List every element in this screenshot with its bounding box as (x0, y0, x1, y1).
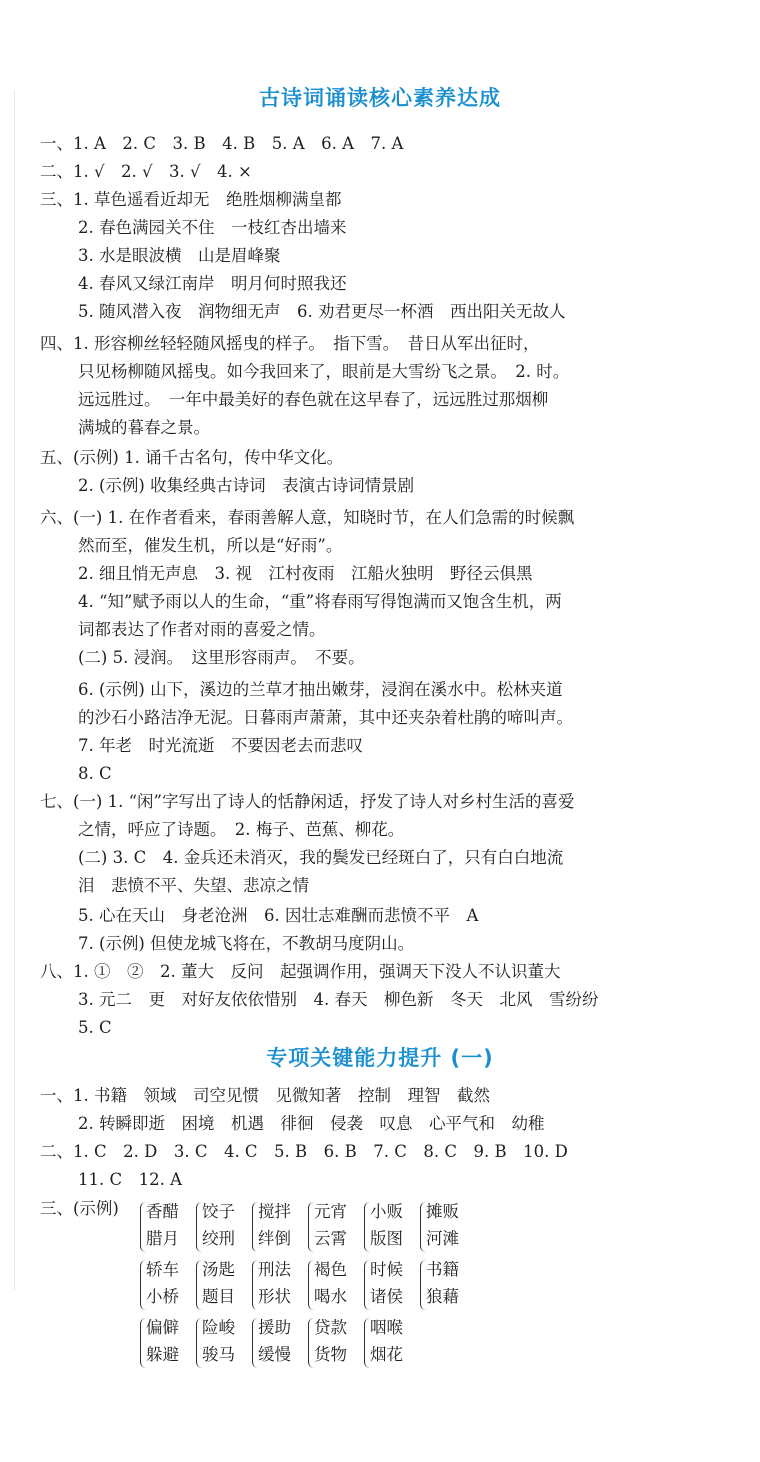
section-title-ancient-poetry: 古诗词诵读核心素养达成 (259, 86, 501, 110)
answer-line: 泪 悲愤不平、失望、悲凉之情 (78, 876, 309, 895)
answer-line: (二) 3. C 4. 金兵还未消灭，我的鬓发已经斑白了，只有白白地流 (78, 848, 564, 867)
grid-word: 咽喉 (370, 1318, 403, 1337)
answer-line: 五、(示例) 1. 诵千古名句，传中华文化。 (40, 448, 344, 467)
answer-line: 4. 春风又绿江南岸 明月何时照我还 (78, 274, 347, 293)
answer-line: 八、1. ① ② 2. 董大 反问 起强调作用，强调天下没人不认识董大 (40, 962, 561, 981)
grid-word: 书籍 (426, 1260, 459, 1279)
grid-label: 三、(示例) (40, 1199, 119, 1218)
grid-word: 搅拌 (258, 1202, 291, 1221)
answer-line: 11. C 12. A (78, 1170, 183, 1189)
answer-line: 二、1. C 2. D 3. C 4. C 5. B 6. B 7. C 8. C 9. B 10. D (40, 1142, 568, 1161)
answer-line: 2. 春色满园关不住 一枝红杏出墙来 (78, 218, 347, 237)
answer-line: 5. 随风潜入夜 润物细无声 6. 劝君更尽一杯酒 西出阳关无故人 (78, 302, 566, 321)
grid-word: 轿车 (146, 1260, 179, 1279)
answer-line: 之情，呼应了诗题。 2. 梅子、芭蕉、柳花。 (78, 820, 405, 839)
page-edge-line (14, 90, 15, 1290)
answer-line: 然而至，催发生机，所以是“好雨”。 (78, 536, 343, 555)
grid-word: 险峻 (202, 1318, 235, 1337)
grid-word: 绊倒 (258, 1229, 291, 1248)
grid-word: 香醋 (146, 1202, 179, 1221)
grid-word: 货物 (314, 1345, 347, 1364)
grid-word: 云霄 (314, 1229, 347, 1248)
grid-word: 褐色 (314, 1260, 347, 1279)
grid-word: 诸侯 (370, 1287, 403, 1306)
answer-line: 6. (示例) 山下，溪边的兰草才抽出嫩芽，浸润在溪水中。松林夹道 (78, 680, 563, 699)
grid-word: 刑法 (258, 1260, 291, 1279)
grid-word: 腊月 (146, 1229, 179, 1248)
answer-line: 满城的暮春之景。 (78, 418, 210, 437)
grid-word: 题目 (202, 1287, 235, 1306)
answer-line: 5. C (78, 1018, 112, 1037)
grid-word: 摊贩 (426, 1202, 459, 1221)
answer-line: 4. “知”赋予雨以人的生命，“重”将春雨写得饱满而又饱含生机，两 (78, 592, 562, 611)
grid-word: 小桥 (146, 1287, 179, 1306)
answer-line: 的沙石小路洁净无泥。日暮雨声萧萧，其中还夹杂着杜鹃的啼叫声。 (78, 708, 573, 727)
grid-word: 躲避 (146, 1345, 179, 1364)
grid-word: 烟花 (370, 1345, 403, 1364)
answer-line: 2. 细且悄无声息 3. 视 江村夜雨 江船火独明 野径云俱黑 (78, 564, 533, 583)
answer-line: 2. (示例) 收集经典古诗词 表演古诗词情景剧 (78, 476, 415, 495)
grid-word: 绞刑 (202, 1229, 235, 1248)
grid-word: 喝水 (314, 1287, 347, 1306)
grid-word: 汤匙 (202, 1260, 235, 1279)
answer-line: 7. (示例) 但使龙城飞将在，不教胡马度阴山。 (78, 934, 415, 953)
answer-line: 七、(一) 1. “闲”字写出了诗人的恬静闲适，抒发了诗人对乡村生活的喜爱 (40, 792, 575, 811)
answer-line: 3. 水是眼波横 山是眉峰聚 (78, 246, 281, 265)
answer-line: 一、1. 书籍 领域 司空见惯 见微知著 控制 理智 截然 (40, 1086, 490, 1105)
answer-line: 8. C (78, 764, 112, 783)
answer-line: 词都表达了作者对雨的喜爱之情。 (78, 620, 326, 639)
answer-line: (二) 5. 浸润。 这里形容雨声。 不要。 (78, 648, 365, 667)
grid-word: 偏僻 (146, 1318, 179, 1337)
answer-line: 二、1. √ 2. √ 3. √ 4. × (40, 162, 252, 181)
grid-word: 骏马 (202, 1345, 235, 1364)
grid-word: 贷款 (314, 1318, 347, 1337)
grid-word: 元宵 (314, 1202, 347, 1221)
grid-word: 小贩 (370, 1202, 403, 1221)
answer-line: 远远胜过。 一年中最美好的春色就在这早春了，远远胜过那烟柳 (78, 390, 549, 409)
answer-line: 三、1. 草色遥看近却无 绝胜烟柳满皇都 (40, 190, 342, 209)
grid-word: 援助 (258, 1318, 291, 1337)
answer-line: 只见杨柳随风摇曳。如今我回来了，眼前是大雪纷飞之景。 2. 时。 (78, 362, 570, 381)
answer-line: 六、(一) 1. 在作者看来，春雨善解人意，知晓时节，在人们急需的时候飘 (40, 508, 575, 527)
answer-line: 5. 心在天山 身老沧洲 6. 因壮志难酬而悲愤不平 A (78, 906, 479, 925)
grid-word: 缓慢 (258, 1345, 291, 1364)
answer-line: 3. 元二 更 对好友依依惜别 4. 春天 柳色新 冬天 北风 雪纷纷 (78, 990, 599, 1009)
grid-word: 河滩 (426, 1229, 459, 1248)
grid-word: 饺子 (202, 1202, 235, 1221)
answer-line: 7. 年老 时光流逝 不要因老去而悲叹 (78, 736, 363, 755)
answer-line: 四、1. 形容柳丝轻轻随风摇曳的样子。 指下雪。 昔日从军出征时， (40, 334, 540, 353)
section-title-key-skills: 专项关键能力提升 (一) (266, 1046, 494, 1070)
grid-word: 狼藉 (426, 1287, 459, 1306)
grid-word: 时候 (370, 1260, 403, 1279)
answer-line: 2. 转瞬即逝 困境 机遇 徘徊 侵袭 叹息 心平气和 幼稚 (78, 1114, 545, 1133)
grid-word: 版图 (370, 1229, 403, 1248)
answer-line: 一、1. A 2. C 3. B 4. B 5. A 6. A 7. A (40, 134, 404, 153)
grid-word: 形状 (258, 1287, 291, 1306)
